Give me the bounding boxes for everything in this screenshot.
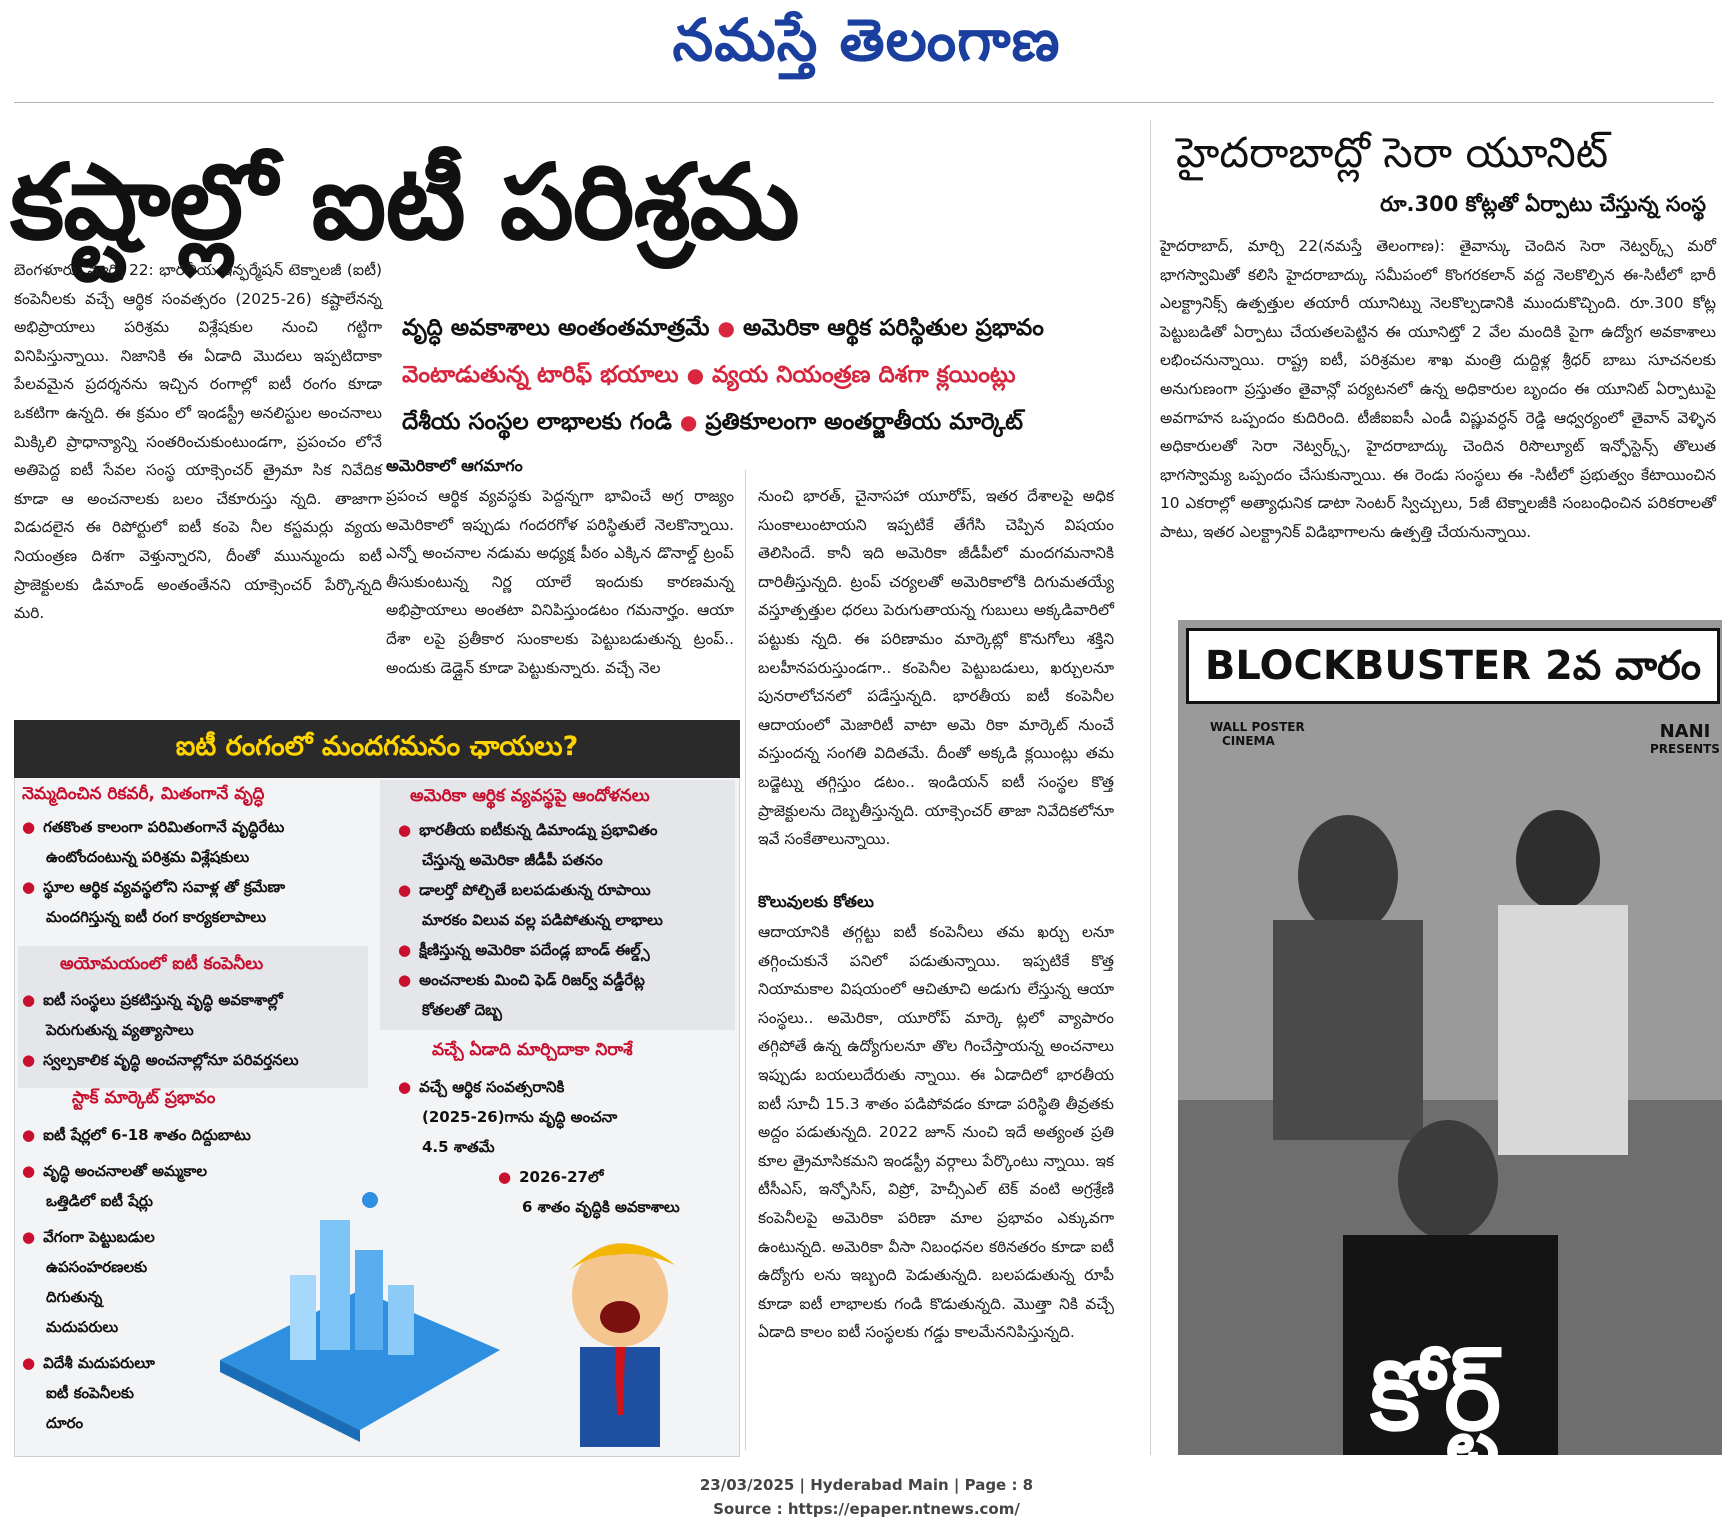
list-item-text: అంచనాలకు మించి ఫెడ్ రిజర్వ్ వడ్డీరేట్ల [419,971,645,989]
list-item [22,872,367,902]
infographic-heading: అమెరికా ఆర్థిక వ్యవస్థపై ఆందోళనలు [410,786,650,806]
list-item-text: ఐటీ సంస్థలు ప్రకటిస్తున్న వృద్ధి అవకాశాల్లో [43,991,283,1009]
list-item-text: ఐటీ కంపెనీలకు [46,1384,134,1402]
movie-title: కోర్ట్ [1370,1340,1502,1452]
ad-brand-line: PRESENTS [1650,742,1720,756]
list-item [398,1102,728,1132]
list-item-text: వృద్ధి అంచనాలతో అమ్మకాల [43,1162,208,1180]
lawyer-figure-shape [1398,1120,1498,1240]
list-item [398,995,733,1025]
ad-banner: BLOCKBUSTER 2వ వారం [1186,628,1720,704]
city-phone-illustration [200,1180,520,1450]
actor-figure-shape [1298,815,1398,935]
infographic-list [22,812,367,932]
list-item [398,875,733,905]
article-body: ప్రపంచ ఆర్థిక వ్యవస్థకు పెద్దన్నగా భావించే అగ్ర రాజ్యం అమెరికాలో ఇప్పుడు గందరగోళ పరిస్థితులే నెలకొన్నాయి. ఎన్నో అంచనాల నడుమ అధ్యక్ష పీఠం ఎక్కిన డొనాల్డ్ ట్రంప్ తీసుకుంటున్న నిర్ణ యాలే ఇందుకు కారణమన్న అభిప్రాయాలు అంతటా వినిపిస్తుండటం గమనార్హం. ఆయా దేశా లపై ప్రతీకార సుంకాలకు పెట్టుబడుతున్న ట్రంప్.. అందుకు డెడ్లైన్ కూడా పెట్టుకున్నారు. వచ్చే నెల [386,487,734,677]
infographic-heading: స్టాక్ మార్కెట్ ప్రభావం [72,1088,216,1108]
bullet-dot-icon: ● [22,991,36,1009]
list-item [22,985,367,1015]
infographic-list [398,815,733,1025]
infographic-heading: నెమ్మదించిన రికవరీ, మితంగానే వృద్ధి [22,784,265,804]
ad-brand-line: NANI [1659,721,1711,742]
bullet-dot-icon: ● [686,363,705,387]
list-item-text: దూరం [46,1414,84,1432]
ad-brand-right [1650,722,1720,756]
bullet-dot-icon: ● [22,1354,36,1372]
list-item [22,1120,322,1150]
list-item [22,902,367,932]
side-story-headline: హైదరాబాద్లో సెరా యూనిట్ [1176,128,1609,177]
bullet-dot-icon: ● [398,971,412,989]
actor-figure-shape [1273,920,1423,1140]
ad-brand-line: WALL POSTER [1210,720,1305,734]
section-heading: అమెరికాలో ఆగమాగం [386,456,523,475]
tower-shape [290,1275,316,1360]
infographic-heading: వచ్చే ఏడాది మార్చిదాకా నిరాశే [432,1040,633,1060]
list-item-text: 6 శాతం వృద్ధికి అవకాశాలు [522,1198,680,1216]
article-body: ఆదాయానికి తగ్గట్టు ఐటీ కంపెనీలు తమ ఖర్చు లనూ తగ్గించుకునే పనిలో పడుతున్నాయి. ఇప్పటికే కొత్త నియామకాల విషయంలో ఆచితూచి అడుగు లేస్తున్న ఆయా సంస్థలు.. అమెరికా, యూరోప్ మార్కె ట్లలో వ్యాపారం తగ్గిపోతే ఉన్న ఉద్యోగులనూ తొల గించేస్తాయన్న అంచనాలు ఇప్పుడు బయలుదేరుతు న్నాయి. ఈ ఏడాదిలో భారతీయ ఐటీ సూచీ 15.3 శాతం పడిపోవడం కూడా పరిస్థితి తీవ్రతకు అద్దం పడుతున్నది. 2022 జూన్ నుంచి ఇదే అత్యంత ప్రతి కూల త్రైమాసికమని ఇండస్ట్రీ వర్గాలు పేర్కొంటు న్నాయి. ఇక టీసీఎస్, ఇన్ఫోసిస్, విప్రో, హెచ్సీఎల్ టెక్ వంటి అగ్రశ్రేణి కంపెనీలపై అమెరికా పరిణా మాల ప్రభావం ఎక్కువగా ఉంటున్నది. అమెరికా వీసా నిబంధనల కఠినతరం కూడా ఐటీ ఉద్యోగు లను ఇబ్బంది పెడుతున్నది. బలపడుతున్న రూపీ కూడా ఐటీ లాభాలకు గండి కొడుతున్నది. మొత్తా నికి వచ్చే ఏడాది కాలం ఐటీ సంస్థలకు గడ్డు కాలమేననిపిస్తున్నది. [758,923,1114,1342]
infographic-heading: అయోమయంలో ఐటీ కంపెనీలు [60,954,264,974]
list-item [22,1015,367,1045]
side-story-subhead: రూ.300 కోట్లతో ఏర్పాటు చేస్తున్న సంస్థ [1380,192,1706,216]
kicker-text: అమెరికా ఆర్థిక పరిస్థితుల ప్రభావం [742,315,1044,341]
list-item-text: వచ్చే ఆర్థిక సంవత్సరానికి [419,1078,565,1096]
cartoon-caricature-illustration [545,1225,695,1450]
list-item-text: క్షీణిస్తున్న అమెరికా పదేండ్ల బాండ్ ఈల్డ్స్ [419,941,650,959]
infographic-list [22,985,367,1075]
list-item-text: దిగుతున్న [46,1288,103,1306]
bullet-dot-icon: ● [498,1168,512,1186]
column-divider [745,470,746,1450]
bullet-dot-icon: ● [22,878,36,896]
list-item-text: పెరుగుతున్న వ్యత్యాసాలు [46,1021,194,1039]
kicker-text: వృద్ధి అవకాశాలు అంతంతమాత్రమే [402,315,710,341]
masthead-logo: నమస్తే తెలంగాణ [672,6,1061,74]
kicker-line-3 [402,409,1023,441]
tower-shape [320,1220,350,1350]
list-item-text: కోతలతో దెబ్బ [422,1001,502,1019]
bullet-dot-icon: ● [717,316,735,340]
tower-shape [355,1250,383,1350]
kicker-line-1 [402,315,1044,347]
list-item [398,1132,728,1162]
kicker-text: దేశీయ సంస్థల లాభాలకు గండి [402,409,672,435]
bullet-dot-icon: ● [679,410,698,434]
side-story-body: హైదరాబాద్, మార్చి 22(నమస్తే తెలంగాణ): తైవాన్కు చెందిన సెరా నెట్వర్క్స్ మరో భాగస్వామితో కలిసి హైదరాబాద్కు సమీపంలో కొంగరకలాన్ వద్ద నెలకొల్పిన ఈ-సిటీలో భారీ ఎలక్ట్రానిక్స్ ఉత్పత్తుల తయారీ యూనిట్ను నెలకొల్పడానికి ముందుకొచ్చింది. రూ.300 కోట్ల పెట్టుబడితో ఏర్పాటు చేయతలపెట్టిన ఈ యూనిట్తో 2 వేల మందికి పైగా ఉద్యోగ అవకాశాలు లభించనున్నాయి. రాష్ట్ర ఐటీ, పరిశ్రమల శాఖ మంత్రి దుద్దిళ్ల శ్రీధర్ బాబు సూచనలకు అనుగుణంగా ప్రస్తుతం తైవాన్లో పర్యటనలో ఉన్న అధికారుల బృందం ఈ యూనిట్ ఏర్పాటుపై అవగాహన ఒప్పందం కుదిరింది. టీజీఐఐసీ ఎండీ విష్ణువర్ధన్ రెడ్డి ఆధ్వర్యంలో తైవాన్ వెళ్ళిన అధికారులతో సెరా నెట్వర్క్స్, హైదరాబాద్కు చెందిన రిసొల్యూట్ ఇన్ఫోస్టెన్స్ తొలుత భాగస్వామ్య ఒప్పందం చేసుకున్నాయి. ఈ రెండు సంస్థలు ఈ -సిటీలో ప్రభుత్వం కేటాయించిన 10 ఎకరాల్లో అత్యాధునిక డాటా సెంటర్ స్విచ్చులు, 5జీ టెక్నాలజీకి సంబంధించిన పరికరాలతో పాటు, ఇతర ఎలక్ట్రానిక్ విడిభాగాలను ఉత్పత్తి చేయనున్నాయి. [1160,237,1716,541]
list-item-text: మందగిస్తున్న ఐటీ రంగ కార్యకలాపాలు [46,908,267,926]
list-item [22,1045,367,1075]
bullet-dot-icon: ● [22,1126,36,1144]
kicker-line-2 [402,362,1016,394]
mouth-shape [600,1301,640,1333]
list-item-text: 4.5 శాతమే [422,1138,495,1156]
list-item-text: ఐటీ షేర్లలో 6-18 శాతం దిద్దుబాటు [43,1126,251,1144]
list-item-text: భారతీయ ఐటీకున్న డిమాండ్ను ప్రభావితం [419,821,658,839]
list-item [398,845,733,875]
ad-brand-line: CINEMA [1222,734,1275,748]
list-item-text: ఉంటోందంటున్న పరిశ్రమ విశ్లేషకులు [46,848,250,866]
article-intro: బెంగళూరు, మార్చి 22: భారతీయ ఇన్ఫర్మేషన్ టెక్నాలజీ (ఐటీ) కంపెనీలకు వచ్చే ఆర్థిక సంవత్సరం (2025-26) కష్టాలేనన్న అభిప్రాయాలు పరిశ్రమ విశ్లేషకుల నుంచి గట్టిగా వినిపిస్తున్నాయి. నిజానికి ఈ ఏడాది మొదలు ఇప్పటిదాకా పేలవమైన ప్రదర్శనను ఇచ్చిన రంగాల్లో ఐటీ రంగం కూడా ఒకటిగా ఉన్నది. ఈ క్రమం లో ఇండస్ట్రీ అనలిస్టుల అంచనాలు మిక్కిలి ప్రాధాన్యాన్ని సంతరించుకుంటుండగా, ప్రపంచం లోనే అతిపెద్ద ఐటీ సేవల సంస్థ యాక్సెంచర్ త్రైమా సిక నివేదిక కూడా ఆ అంచనాలకు బలం చేకూరుస్తు న్నది. తాజాగా విడుదలైన ఈ రిపోర్టులో ఐటీ కంపె నీల కస్టమర్లు వ్యయ నియంత్రణ దిశగా వెళ్తున్నారని, దీంతో ముున్ముందు ఐటీ ప్రాజెక్టులకు డిమాండ్ అంతంతేనని యాక్సెంచర్ పేర్కొన్నది మరి. [14,261,382,623]
kicker-text: వ్యయ నియంత్రణ దిశగా క్లయింట్లు [712,362,1016,388]
bullet-dot-icon: ● [22,1228,36,1246]
ad-brand-left [1210,720,1305,748]
actress-figure-shape [1498,905,1628,1155]
list-item-text: (2025-26)గాను వృద్ధి అంచనా [422,1108,618,1126]
list-item [22,812,367,842]
list-item-text: చేస్తున్న అమెరికా జీడీపీ పతనం [422,851,603,869]
list-item [398,965,733,995]
list-item-text: ఉపసంహరణలకు [46,1258,148,1276]
list-item-text: స్వల్పకాలిక వృద్ధి అంచనాల్లోనూ పరివర్తనలు [43,1051,299,1069]
location-pin-icon [362,1192,378,1208]
list-item-text: 2026-27లో [519,1168,604,1186]
list-item [398,1072,728,1102]
bullet-dot-icon: ● [22,1051,36,1069]
main-headline: కష్టాల్లో ఐటీ పరిశ్రమ [10,141,799,263]
list-item-text: గతకొంత కాలంగా పరిమితంగానే వృద్ధిరేటు [43,818,285,836]
list-item-text: వేగంగా పెట్టుబడుల [43,1228,155,1246]
list-item [398,935,733,965]
masthead-divider [14,102,1714,103]
list-item-text: మదుపరులు [46,1318,119,1336]
infographic-title: ఐటీ రంగంలో మందగమనం ఛాయలు? [175,731,579,762]
kicker-text: ప్రతికూలంగా అంతర్జాతీయ మార్కెట్ [705,409,1023,435]
list-item-text: విదేశీ మదుపరులూ [43,1354,155,1372]
bullet-dot-icon: ● [22,1162,36,1180]
bullet-dot-icon: ● [398,881,412,899]
bullet-dot-icon: ● [398,1078,412,1096]
list-item-text: డాలర్తో పోల్చితే బలపడుతున్న రూపాయి [419,881,651,899]
footer-dateline: 23/03/2025 | Hyderabad Main | Page : 8 [699,1476,1034,1494]
list-item [398,905,733,935]
footer-source: Source : https://epaper.ntnews.com/ [713,1500,1020,1518]
kicker-text: వెంటాడుతున్న టారిఫ్ భయాలు [402,362,679,388]
actress-figure-shape [1516,810,1600,910]
column-divider [1150,120,1151,1455]
bullet-dot-icon: ● [398,821,412,839]
list-item-text: స్థూల ఆర్థిక వ్యవస్థలోని సవాళ్ల తో క్రమేణా [43,878,286,896]
bullet-dot-icon: ● [22,818,36,836]
list-item-text: ఒత్తిడిలో ఐటీ షేర్లు [46,1192,153,1210]
section-heading: కొలువులకు కోతలు [758,892,874,911]
tower-shape [388,1285,414,1355]
page-footer [0,1473,1733,1521]
list-item-text: మారకం విలువ వల్ల పడిపోతున్న లాభాలు [422,911,663,929]
article-body: నుంచి భారత్, చైనాసహా యూరోప్, ఇతర దేశాలపై అధిక సుంకాలుంటాయని ఇప్పటికే తేగేసి చెప్పిన విషయం తెలిసిందే. కానీ ఇది అమెరికా జీడీపీలో మందగమనానికి దారితీస్తున్నది. ట్రంప్ చర్యలతో అమెరికాలోకి దిగుమతయ్యే వస్తూత్పత్తుల ధరలు పెరుగుతాయన్న గుబులు అక్కడివారిలో పట్టుకు న్నది. ఈ పరిణామం మార్కెట్లో కొనుగోలు శక్తిని బలహీనపరుస్తుండగా.. కంపెనీల పెట్టుబడులు, ఖర్చులనూ పునరాలోచనలో పడేస్తున్నది. భారతీయ ఐటీ కంపెనీల ఆదాయంలో మెజారిటీ వాటా అమె రికా మార్కెట్ నుంచే వస్తుందన్న సంగతి విదితమే. దీంతో అక్కడి క్లయింట్లు తమ బడ్జెట్ను తగ్గిస్తుం డటం.. ఇండియన్ ఐటీ సంస్థల కొత్త ప్రాజెక్టులను దెబ్బతీస్తున్నది. యాక్సెంచర్ తాజా నివేదికలోనూ ఇవే సంకేతాలున్నాయి. [758,487,1114,849]
bullet-dot-icon: ● [398,941,412,959]
list-item [398,815,733,845]
list-item [22,842,367,872]
